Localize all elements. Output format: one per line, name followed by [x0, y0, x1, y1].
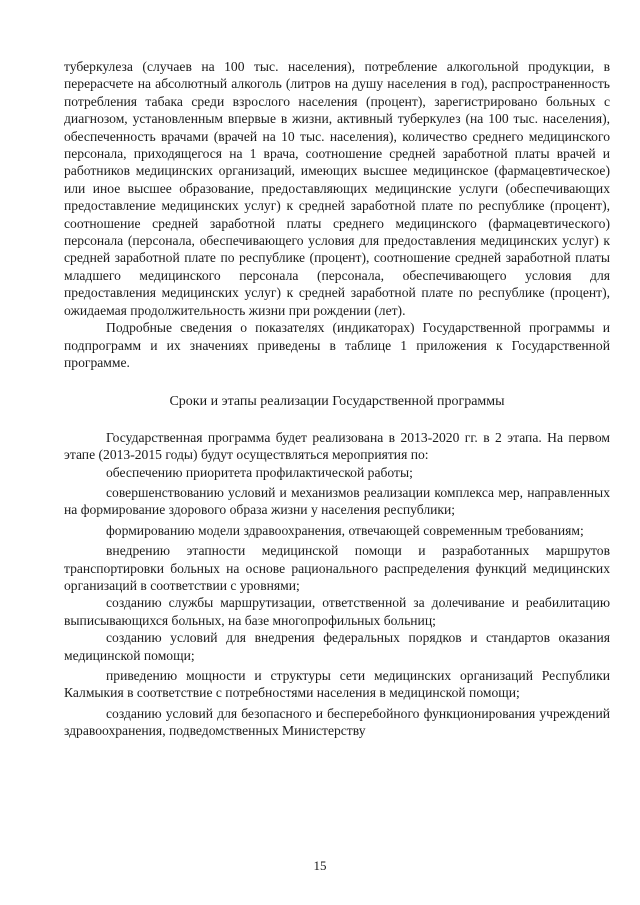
list-item: формированию модели здравоохранения, отвечающей современным требованиям; [106, 522, 584, 538]
list-item: совершенствованию условий и механизмов реализации комплекса мер, направленных на формирование здорового образа жизни у населения республики; [64, 484, 610, 518]
list-item: созданию службы маршрутизации, ответственной за долечивание и реабилитацию выписывающихся больных, на базе многопрофильных больниц; [64, 595, 610, 628]
list-item: обеспечению приоритета профилактической работы; [106, 464, 413, 480]
list-item: созданию условий для безопасного и бесперебойного функционирования учреждений здравоохранения, подведомственных Министерству [64, 705, 610, 739]
list-item: созданию условий для внедрения федеральных порядков и стандартов оказания медицинской помощи; [64, 630, 610, 663]
paragraph-details: Подробные сведения о показателях (индикаторах) Государственной программы и подпрограмм и их значениях приведены в таблице 1 приложения к Государственной программе. [64, 320, 610, 370]
paragraph-indicators: туберкулеза (случаев на 100 тыс. населения), потребление алкогольной продукции, в перерасчете на абсолютный алкоголь (литров на душу населения в год), распространенность потребления табака среди взрослого населения (процент), зарегистрировано больных с диагнозом, установленным впервые в жизни, активный туберкулез (на 100 тыс. населения), обеспеченность врачами (врачей на 10 тыс. населения), количество среднего медицинского персонала, приходящегося на 1 врача, соотношение средней заработной платы врачей и работников медицинских организаций, имеющих высшее медицинское (фармацевтическое) или иное высшее образование, предоставляющих медицинские услуги (обеспечивающих предоставление медицинских услуг) к средней заработной плате по республике (процент), соотношение средней заработной платы среднего медицинского (фармацевтического) персонала (персонала, обеспечивающего условия для предоставления медицинских услуг) к средней заработной плате по республике (процент), соотношение средней заработной платы младшего медицинского персонала (персонала, обеспечивающего условия для предоставления медицинских услуг) к средней заработной плате по республике (процент), ожидаемая продолжительность жизни при рождении (лет). [64, 59, 610, 318]
paragraph-intro: Государственная программа будет реализована в 2013-2020 гг. в 2 этапа. На первом этапе (2013-2015 годы) будут осуществляться мероприятия по: [64, 429, 610, 463]
page-number: 15 [313, 858, 327, 873]
list-item: внедрению этапности медицинской помощи и разработанных маршрутов транспортировки больных на основе рационального распределения функций медицинских организаций в соответствии с уровнями; [64, 543, 610, 593]
section-heading: Сроки и этапы реализации Государственной программы [169, 394, 505, 410]
document-page [64, 58, 610, 740]
list-item: приведению мощности и структуры сети медицинских организаций Республики Калмыкия в соответствие с потребностями населения в медицинской помощи; [64, 668, 610, 701]
